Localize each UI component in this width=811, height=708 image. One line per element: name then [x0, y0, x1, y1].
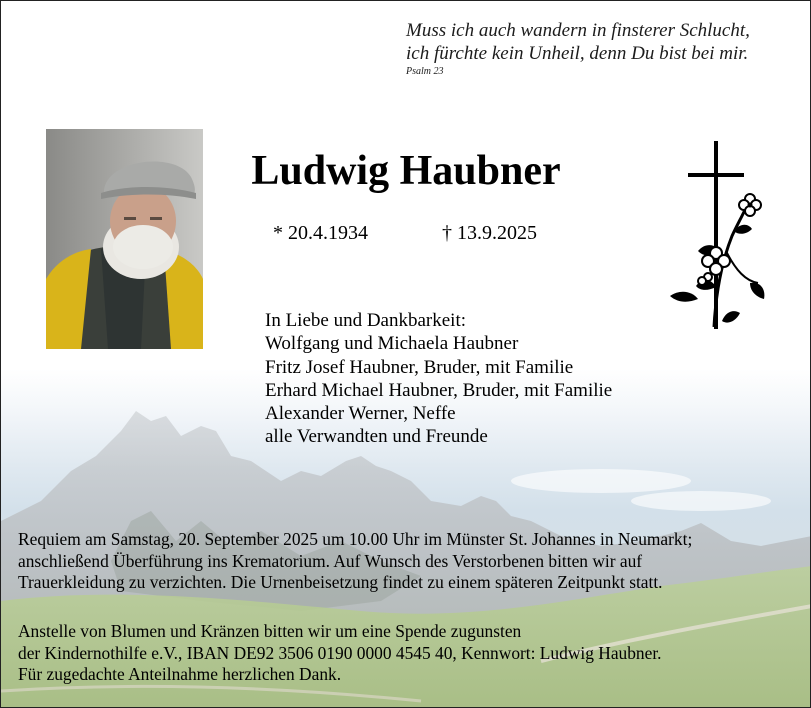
psalm-quote — [406, 19, 806, 78]
requiem-line: anschließend Überführung ins Krematorium. Auf Wunsch des Verstorbenen bitten wir auf — [18, 550, 643, 571]
mourner-line: Fritz Josef Haubner, Bruder, mit Familie — [265, 356, 574, 378]
requiem-line: Requiem am Samstag, 20. September 2025 um 10.00 Uhr im Münster St. Johannes in Neumarkt; — [18, 529, 693, 549]
deceased-name: Ludwig Haubner — [251, 148, 561, 194]
quote-source: Psalm 23 — [406, 66, 444, 77]
mourner-line: Erhard Michael Haubner, Bruder, mit Familie — [265, 379, 613, 401]
death-date: † 13.9.2025 — [442, 222, 537, 244]
requiem-notice — [18, 529, 788, 594]
donation-line: Anstelle von Blumen und Kränzen bitten wir um eine Spende zugunsten — [18, 621, 522, 641]
mourner-line: alle Verwandten und Freunde — [265, 426, 488, 448]
birth-date: * 20.4.1934 — [273, 222, 368, 244]
requiem-line: Trauerkleidung zu verzichten. Die Urnenbeisetzung findet zu einem späteren Zeitpunkt statt. — [18, 572, 663, 592]
mourner-line: Alexander Werner, Neffe — [265, 403, 456, 425]
mourners-heading: In Liebe und Dankbarkeit: — [265, 310, 467, 331]
cross-with-flowers-icon — [666, 141, 766, 333]
quote-line-1: Muss ich auch wandern in finsterer Schlucht, — [406, 20, 750, 41]
donation-line: Für zugedachte Anteilnahme herzlichen Dank. — [18, 664, 342, 684]
mourner-line: Wolfgang und Michaela Haubner — [265, 333, 519, 355]
donation-notice — [18, 621, 788, 686]
donation-line: der Kindernothilfe e.V., IBAN DE92 3506 0190 0000 4545 40, Kennwort: Ludwig Haubner. — [18, 642, 662, 663]
portrait-photo — [46, 129, 203, 349]
quote-line-2: ich fürchte kein Unheil, denn Du bist bei mir. — [406, 43, 749, 64]
mourners-list — [265, 309, 725, 449]
